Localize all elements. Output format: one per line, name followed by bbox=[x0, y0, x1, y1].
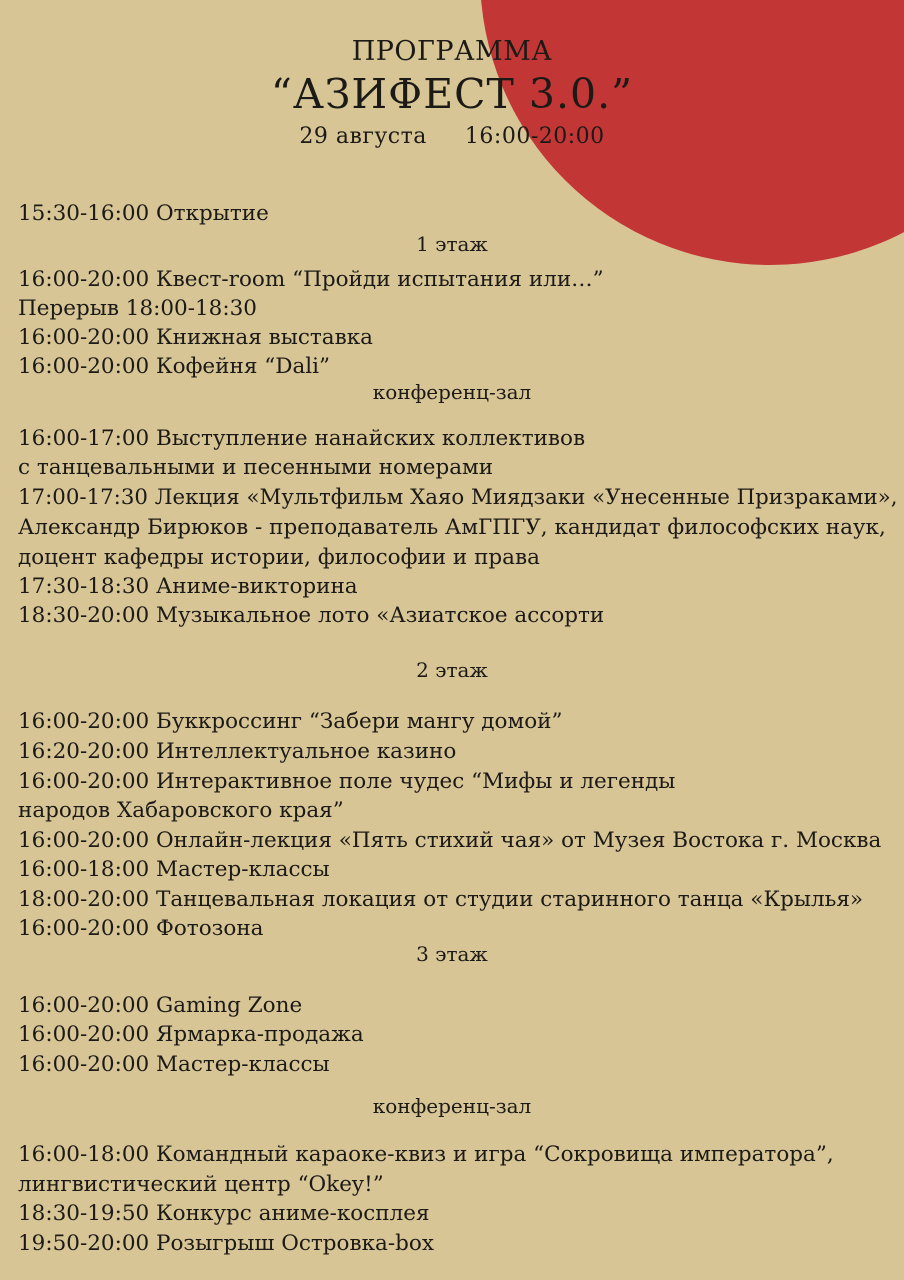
event-date: 29 августа bbox=[299, 124, 427, 149]
event-time: 16:00-20:00 bbox=[464, 124, 605, 149]
list-item: 16:00-20:00 Книжная выставка bbox=[18, 325, 373, 350]
list-item: 16:00-20:00 Онлайн-лекция «Пять стихий чая» от Музея Востока г. Москва bbox=[18, 828, 882, 853]
date-time-line bbox=[0, 124, 904, 149]
list-item: 16:00-20:00 Буккроссинг “Забери мангу домой” bbox=[18, 709, 563, 734]
list-item: 16:00-18:00 Мастер-классы bbox=[18, 857, 330, 882]
list-item: 18:30-20:00 Музыкальное лото «Азиатское ассорти bbox=[18, 603, 605, 628]
hall2-heading: конференц-зал bbox=[372, 1094, 532, 1118]
list-item: 16:00-20:00 Мастер-классы bbox=[18, 1052, 330, 1077]
festival-name: “АЗИФЕСТ 3.0.” bbox=[270, 70, 634, 118]
list-item: 17:30-18:30 Аниме-викторина bbox=[18, 574, 358, 599]
floor1-heading: 1 этаж bbox=[416, 232, 488, 256]
list-item: доцент кафедры истории, философии и права bbox=[18, 545, 540, 570]
opening-line: 15:30-16:00 Открытие bbox=[18, 201, 269, 226]
list-item: 16:00-20:00 Ярмарка-продажа bbox=[18, 1022, 364, 1047]
list-item: 16:00-20:00 Квест-room “Пройди испытания или…” bbox=[18, 267, 604, 292]
list-item: 17:00-17:30 Лекция «Мультфильм Хаяо Миядзаки «Унесенные Призраками», bbox=[18, 485, 898, 510]
list-item: 16:00-18:00 Командный караоке-квиз и игра “Сокровища императора”, bbox=[18, 1142, 834, 1167]
list-item: лингвистический центр “Okey!” bbox=[18, 1172, 384, 1197]
list-item: 16:20-20:00 Интеллектуальное казино bbox=[18, 739, 457, 764]
header-title: ПРОГРАММА bbox=[351, 36, 553, 67]
list-item: 16:00-20:00 Кофейня “Dali” bbox=[18, 354, 331, 379]
list-item: 16:00-20:00 Интерактивное поле чудес “Мифы и легенды bbox=[18, 769, 676, 794]
list-item: 18:00-20:00 Танцевальная локация от студии старинного танца «Крылья» bbox=[18, 887, 864, 912]
list-item: 19:50-20:00 Розыгрыш Островка-box bbox=[18, 1231, 434, 1256]
floor2-heading: 2 этаж bbox=[416, 658, 488, 682]
list-item: 18:30-19:50 Конкурс аниме-косплея bbox=[18, 1201, 430, 1226]
list-item: Александр Бирюков - преподаватель АмГПГУ, кандидат философских наук, bbox=[18, 515, 886, 540]
list-item: Перерыв 18:00-18:30 bbox=[18, 296, 257, 321]
list-item: 16:00-17:00 Выступление нанайских коллективов bbox=[18, 426, 586, 451]
list-item: с танцевальными и песенными номерами bbox=[18, 455, 494, 480]
list-item: народов Хабаровского края” bbox=[18, 798, 344, 823]
hall1-heading: конференц-зал bbox=[372, 380, 532, 404]
list-item: 16:00-20:00 Gaming Zone bbox=[18, 993, 303, 1018]
floor3-heading: 3 этаж bbox=[416, 942, 488, 966]
list-item: 16:00-20:00 Фотозона bbox=[18, 916, 264, 941]
